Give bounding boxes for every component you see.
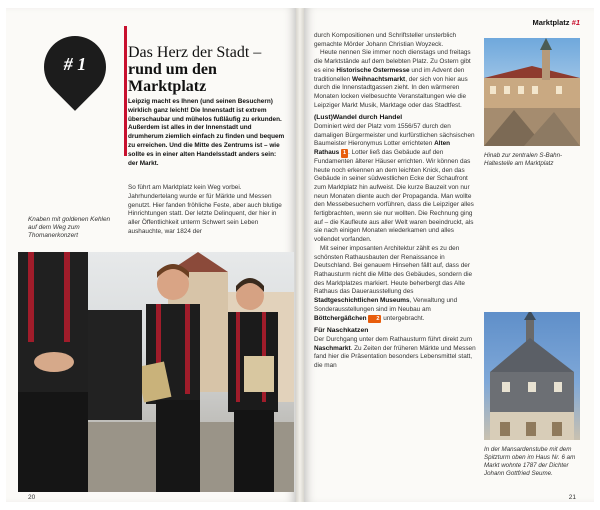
term-altes-rathaus: Alten Rathaus [314,140,451,157]
marktplatz-photo [484,38,580,146]
book-gutter [296,8,304,502]
old-town-hall-illustration [484,38,580,146]
paragraph-4: Mit seiner imposanten Architektur zählt es zu den schönsten Rathausbauten der Renaissance in Deutschland. Bei genauem Hinsehen fällt auf, dass der Rathausturm nicht die Mitte des Gebäudes, sondern die des Marktplatzes markiert. Heute beherbergt das Alte Rathaus das Dauerausstellung des Stadtgeschichtlichen Museums, Verwaltung und Sonderausstellungen sind im Neubau am Böttchergäßchen 2 untergebracht. [314,244,473,322]
pin-label: # 1 [63,54,87,74]
photo-caption: Knaben mit goldenen Kehlen auf dem Weg zum Thomanerkonzert [28,216,111,239]
baroque-house-illustration [484,312,580,440]
title-accent-bar [124,26,127,156]
running-header-label: Marktplatz [532,18,570,27]
chapter-title-line2: rund um den Marktplatz [128,61,217,95]
thomaner-choir-photo [18,252,294,492]
seume-house-photo [484,312,580,440]
page-number-left: 20 [28,494,36,501]
term-weihnachtsmarkt: Weihnachtsmarkt [352,75,406,83]
photo-caption-seume: In der Mansardenstube mit dem Spitzturm oben im Haus Nr. 6 am Markt wohnte 1787 der Dichter Johann Gottfried Seume. [484,446,576,477]
choir-boys-illustration [18,252,294,492]
term-boettchergaesschen: Böttchergäßchen [314,314,367,322]
photo-caption-marktplatz: Hinab zur zentralen S-Bahn-Haltestelle am Marktplatz [484,152,563,167]
running-header [532,18,580,27]
chapter-title-line1: Das Herz der Stadt – [128,44,262,61]
lead-paragraph: Leipzig macht es Ihnen (und seinen Besuchern) wirklich ganz leicht! Die Innenstadt ist extrem überschaubar und mühelos fußläufig zu erkunden. Außerdem ist alles in der Innenstadt und drumherum ziemlich einfach zu finden und bequem zu erreichen. Und die Mitte des Zentrums ist – wie sollte es in einer alten Handelsstadt anders sein: der Markt. [128,98,285,167]
left-page [6,8,296,502]
term-ostermesse: Historische Ostermesse [336,66,410,74]
paragraph-5: Der Durchgang unter dem Rathausturm führt direkt zum Naschmarkt. Zu Zeiten der früheren Märkte und Messen fand hier die Präsentation besonders Lebensmittel statt, die man [314,335,476,370]
map-marker-badge-2: 2 [368,315,381,324]
chapter-title [128,22,288,95]
paragraph-2: Heute nennen Sie immer noch dienstags und freitags die Marktstände auf dem belebten Platz. Zu Ostern gibt es eine Historische Ostermesse und im Advent den traditionellen Weihnachtsmarkt, der sich von hier aus durch die Innenstadtgassen zieht. In den wärmeren Monaten locken vielbesuchte Veranstaltungen wie die Leipziger Markt Musik, Marktage oder das Stadtfest. [314,49,471,109]
map-marker-badge-1: 1 [343,150,347,157]
right-page [304,8,594,502]
subheading-naschkatzen: Für Naschkatzen [314,327,369,335]
paragraph-1: durch Kompositionen und Schriftsteller unsterblich gemachte Mörder Johann Christian Woyzeck. [314,32,457,48]
text-column [314,32,476,371]
term-museum: Stadtgeschichtlichen Museums [314,297,410,305]
body-paragraph: So führt am Marktplatz kein Weg vorbei. Jahrhundertelang wurde er für Märkte und Messen genutzt. Hier fanden fröhliche Feste, aber auch blutige Hinrichtungen statt. Der letzte Delinquent, der hier in aller Öffentlichkeit unterm Schwert sein Leben aushauchte, war 1824 der [128,184,282,235]
subheading-lustwandel: (Lust)Wandel durch Handel [314,114,403,122]
page-number-right: 21 [568,494,576,501]
running-header-number: #1 [571,18,580,27]
term-naschmarkt: Naschmarkt [314,344,351,352]
paragraph-3: Dominiert wird der Platz vom 1556/57 durch den damaligen Bürgermeister und kurfürstlichen sächsischen Baumeister Hieronymus Lotter errichteten Alten Rathaus 1 . Lotter ließ das Gebäude auf den Fundamenten älterer Häuser errichten. Wir können das heute noch erkennen an dem leichten Knick, den das Gebäude in seiner südwestlichen Ecke der Schaufront zum Marktplatz hin aufweist. Die kurze Bauzeit von nur neun Monaten diente auch der Propaganda. Man wollte den Messebesuchern vorführen, dass die Leipziger alles fertigbrachten, wenn sie nur wollten. Die Rechnung ging auf – die Kaufleute aus aller Welt waren beeindruckt, als sie nach einigen Monaten wiederkamen und alles vollendet vorfanden. [314,123,475,244]
